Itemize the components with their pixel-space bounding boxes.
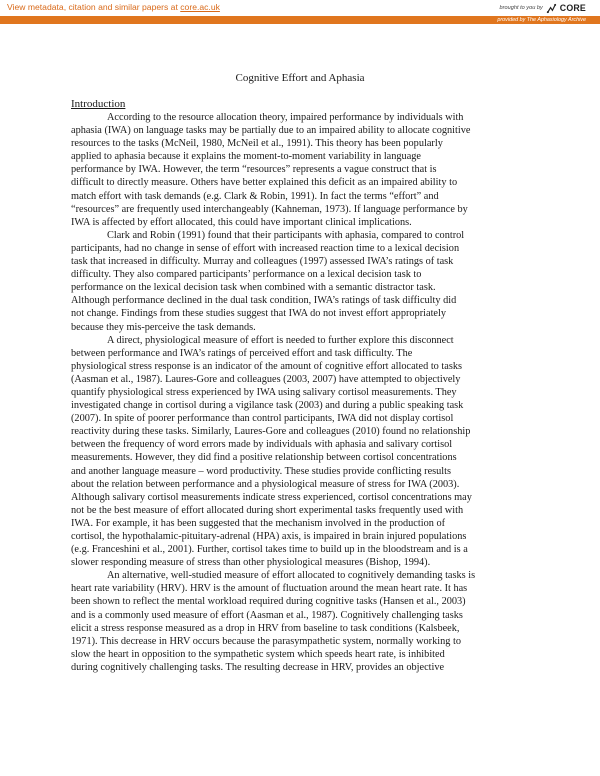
text-line: IWA is affected by effort allocated, this could have important clinical implications. <box>71 216 412 228</box>
text-line: heart rate variability (HRV). HRV is the amount of fluctuation around the mean heart rate. It has <box>71 583 468 595</box>
text-line: difficulty. They also compared participants’ performance on a lexical decision task to <box>71 269 422 281</box>
text-line: Although performance declined in the dual task condition, IWA’s ratings of task difficulty did <box>71 295 457 307</box>
text-line: (e.g. Franceshini et al., 2001). Further, cortisol takes time to build up in the bloodstream and is a <box>71 544 468 556</box>
text-line: difficult to directly measure. Others have better explained this deficit as an impaired ability to <box>71 177 458 189</box>
text-line: reactivity during these tasks. Similarly, Laures-Gore and colleagues (2010) found no relationship <box>71 426 471 438</box>
page-title: Cognitive Effort and Aphasia <box>235 72 365 84</box>
core-metadata-link[interactable] <box>7 2 220 12</box>
text-line: been shown to reflect the mental workload required during cognitive tasks (Hansen et al., 2003) <box>71 596 466 608</box>
text-line: measurements. However, they did find a positive relationship between cortisol concentrations <box>71 452 457 464</box>
text-line: about the relation between performance and a physiological measure of stress for IWA (2003). <box>71 478 460 490</box>
paragraph-3 <box>71 334 541 570</box>
text-line: (2007). In spite of poorer performance than control participants, IWA did not display cortisol <box>71 413 454 425</box>
text-line: participants, had no change in sense of effort with increased reaction time to a lexical decision <box>71 242 460 254</box>
text-line: not be the best measure of effort allocated during short experimental tasks frequently used with <box>71 504 464 516</box>
text-line: A direct, physiological measure of effort is needed to further explore this disconnect <box>107 334 454 346</box>
core-brand-name: CORE <box>559 3 586 13</box>
body-text <box>71 111 541 674</box>
text-line: performance by IWA. However, the term “resources” represents a vague construct that is <box>71 164 437 176</box>
text-line: aphasia (IWA) on language tasks may be partially due to an impaired ability to allocate cognitive <box>71 125 471 137</box>
provided-by-label[interactable]: provided by The Aphasiology Archive <box>497 16 586 23</box>
text-line: between the frequency of word errors made by individuals with aphasia and salivary cortisol <box>71 439 453 451</box>
text-line: “resources” are frequently used interchangeably (Kahneman, 1973). If language performance by <box>71 203 468 215</box>
text-line: because they mis-perceive the task demands. <box>71 321 256 333</box>
core-site-link[interactable]: core.ac.uk <box>180 2 220 12</box>
text-line: match effort with task demands (e.g. Clark & Robin, 1991). In fact the terms “effort” and <box>71 190 439 202</box>
text-line: slow the heart in opposition to the sympathetic system which speeds heart rate, is inhibited <box>71 648 445 660</box>
text-line: 1971). This decrease in HRV occurs because the parasympathetic system, normally working to <box>71 635 461 647</box>
text-line: and is a commonly used measure of effort (Aasman et al., 1987). Cognitively challenging tasks <box>71 609 463 621</box>
text-line: investigated change in cortisol during a vigilance task (2003) and during a public speaking task <box>71 400 464 412</box>
metadata-link-prefix[interactable]: View metadata, citation and similar papers at <box>7 2 181 12</box>
text-line: task that increased in difficulty. Murray and colleagues (1997) assessed IWA’s ratings of task <box>71 256 454 268</box>
section-heading: Introduction <box>71 98 126 110</box>
text-line: quantify physiological stress experienced by IWA using salivary cortisol measurements. They <box>71 386 457 398</box>
brought-to-you-by[interactable] <box>500 2 586 14</box>
paragraph-1 <box>71 111 541 229</box>
text-line: cortisol, the hypothalamic-pituitary-adrenal (HPA) axis, is impaired in brain injured populations <box>71 531 467 542</box>
text-line: (Aasman et al., 1987). Laures-Gore and colleagues (2003, 2007) have attempted to objectively <box>71 373 461 385</box>
text-line: between performance and IWA’s ratings of perceived effort and task difficulty. The <box>71 347 413 359</box>
text-line: during cognitively challenging tasks. The resulting decrease in HRV, provides an objective <box>71 661 445 673</box>
text-line: IWA. For example, it has been suggested that the mechanism involved in the production of <box>71 517 446 529</box>
paragraph-2 <box>71 229 541 334</box>
text-line: and another language measure – word productivity. These studies provide conflicting results <box>71 465 452 477</box>
text-line: Clark and Robin (1991) found that their participants with aphasia, compared to control <box>107 229 465 241</box>
text-line: An alternative, well-studied measure of effort allocated to cognitively demanding tasks is <box>107 570 476 582</box>
text-line: elicit a stress response measured as a drop in HRV from baseline to task conditions (Kalsbeek, <box>71 622 460 634</box>
text-line: slower responding measure of stress than other physiological measures (Bishop, 1994). <box>71 557 431 569</box>
text-line: performance on the lexical decision task when combined with a semantic distractor task. <box>71 282 436 294</box>
text-line: physiological stress response is an indicator of the amount of cognitive effort allocated to tasks <box>71 360 462 372</box>
core-banner <box>0 0 600 26</box>
text-line: applied to aphasia because it explains the moment-to-moment variability in language <box>71 151 421 163</box>
brought-to-you-by-label: brought to you by <box>499 5 543 11</box>
text-line: According to the resource allocation theory, impaired performance by individuals with <box>107 112 464 123</box>
paragraph-4 <box>71 569 541 674</box>
text-line: resources to the tasks (McNeil, 1980, McNeil et al., 1991). This theory has been popularly <box>71 138 443 150</box>
core-logo-icon <box>546 3 557 14</box>
text-line: Although salivary cortisol measurements indicate stress experienced, cortisol concentrations may <box>71 491 472 503</box>
text-line: not change. Findings from these studies suggest that IWA do not invest effort appropriately <box>71 308 447 320</box>
